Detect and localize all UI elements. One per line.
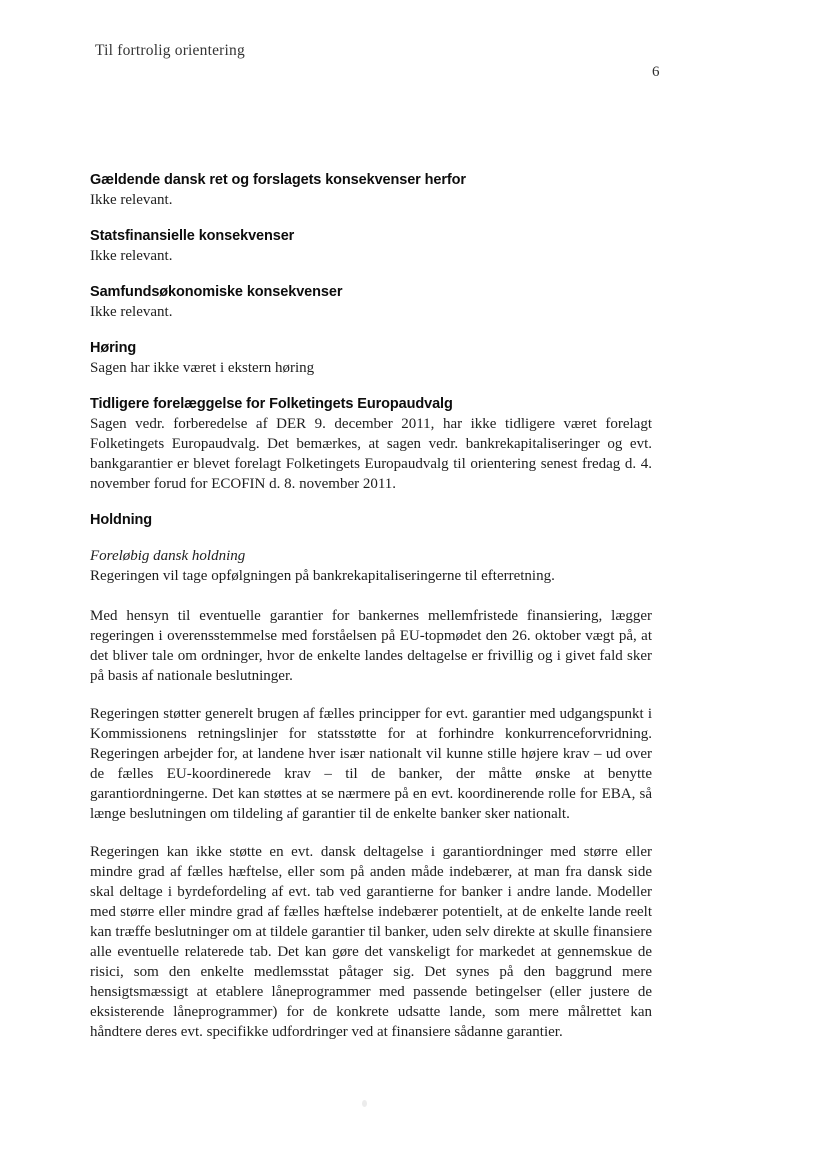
scan-artifact xyxy=(362,1100,367,1107)
paragraph: Regeringen vil tage opfølgningen på bankrekapitaliseringerne til efterretning. xyxy=(90,568,555,584)
section-body: Ikke relevant. xyxy=(90,192,173,208)
section-body: Sagen vedr. forberedelse af DER 9. december 2011, har ikke tidligere været forelagt Folketingets Europaudvalg. Det bemærkes, at sagen vedr. bankrekapitaliseringer og evt. bankgarantier er blevet forelagt Folketingets Europaudvalg til orientering senest fredag d. 4. november forud for ECOFIN d. 8. november 2011. xyxy=(90,416,652,492)
section-horing xyxy=(90,338,652,378)
section-heading: Gældende dansk ret og forslagets konsekvenser herfor xyxy=(90,172,466,188)
section-heading: Tidligere forelæggelse for Folketingets Europaudvalg xyxy=(90,396,453,412)
section-samfundsokonomiske-konsekvenser xyxy=(90,282,652,322)
subheading-forelobig-dansk-holdning: Foreløbig dansk holdning xyxy=(90,548,246,564)
section-heading: Statsfinansielle konsekvenser xyxy=(90,228,295,244)
paragraph: Med hensyn til eventuelle garantier for bankernes mellemfristede finansiering, lægger regeringen i overensstemmelse med forståelsen på EU-topmødet den 26. oktober vægt på, at det bliver tale om ordninger, hvor de enkelte landes deltagelse er frivillig og i givet fald sker på basis af nationale beslutninger. xyxy=(90,608,652,684)
classification-header: Til fortrolig orientering xyxy=(95,42,245,59)
section-holdning xyxy=(90,510,652,530)
paragraph: Regeringen støtter generelt brugen af fælles principper for evt. garantier med udgangspunkt i Kommissionens retningslinjer for statsstøtte for at forhindre konkurrenceforvridning. Regeringen arbejder for, at landene hver især nationalt vil kunne stille højere krav – ud over de fælles EU-koordinerede krav – til de banker, der måtte ønske at benytte garantiordningerne. Det kan støttes at se nærmere på en evt. koordinerende rolle for EBA, så længe beslutningen om tildeling af garantier til de enkelte banker sker nationalt. xyxy=(90,706,652,822)
section-body: Sagen har ikke været i ekstern høring xyxy=(90,360,315,376)
section-heading: Høring xyxy=(90,340,137,356)
section-heading: Samfundsøkonomiske konsekvenser xyxy=(90,284,343,300)
section-heading: Holdning xyxy=(90,512,153,528)
section-gaeldende-dansk-ret xyxy=(90,170,652,210)
paragraph: Regeringen kan ikke støtte en evt. dansk deltagelse i garantiordninger med større eller mindre grad af fælles hæftelse, eller som på anden måde indebærer, at man fra dansk side skal deltage i byrdefordeling af evt. tab ved garantierne for banker i andre lande. Modeller med større eller mindre grad af fælles hæftelse indebærer potentielt, at de enkelte lande reelt kan træffe beslutninger om at tildele garantier til banker, uden selv direkte at skulle finansiere alle eventuelle relaterede tab. Det kan gøre det vanskeligt for markedet at gennemskue de risici, som den enkelte medlemsstat påtager sig. Det synes på den baggrund mere hensigtsmæssigt at etablere låneprogrammer med passende betingelser (eller justere de eksisterende låneprogrammer) for de konkrete udsatte lande, som mere målrettet kan håndtere deres evt. specifikke udfordringer ved at finansiere sådanne garantier. xyxy=(90,844,652,1040)
document-content xyxy=(90,170,652,1042)
page-number: 6 xyxy=(652,64,660,80)
section-body: Ikke relevant. xyxy=(90,248,173,264)
section-tidligere-forelaeggelse xyxy=(90,394,652,494)
section-statsfinansielle-konsekvenser xyxy=(90,226,652,266)
section-body: Ikke relevant. xyxy=(90,304,173,320)
